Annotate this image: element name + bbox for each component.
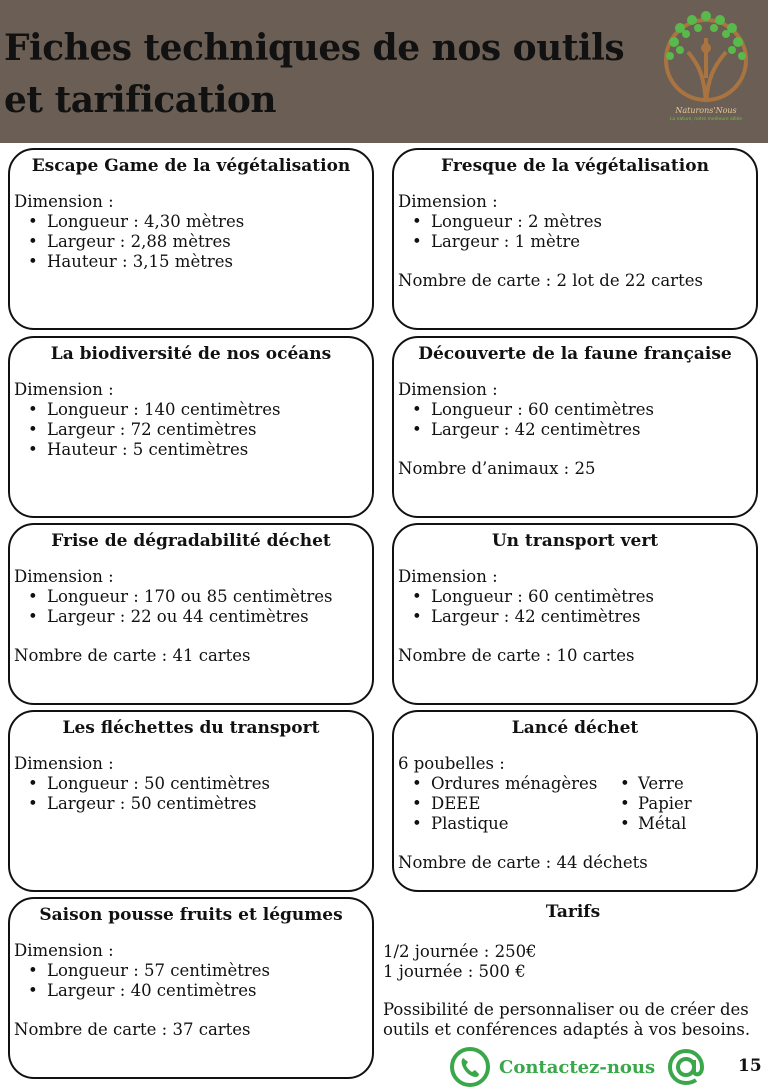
list-item: • Métal (608, 814, 692, 834)
list-item: • Largeur : 22 ou 44 centimètres (14, 607, 368, 627)
dimension-label: Dimension : (14, 192, 114, 211)
card-fresque (392, 148, 758, 330)
card-escape-game (8, 148, 374, 330)
dimension-label: Dimension : (14, 380, 114, 399)
list-item: • Longueur : 140 centimètres (14, 400, 368, 420)
card-biodiversite (8, 336, 374, 518)
list-item: • Largeur : 50 centimètres (14, 794, 368, 814)
list-item: • Longueur : 57 centimètres (14, 961, 368, 981)
card-extra: Nombre d’animaux : 25 (398, 459, 596, 478)
dimension-label: Dimension : (14, 754, 114, 773)
tarifs-note: Possibilité de personnaliser ou de créer des outils et conférences adaptés à vos besoins. (383, 1000, 751, 1039)
list-item: • Hauteur : 5 centimètres (14, 440, 368, 460)
page-header (0, 0, 768, 143)
card-title: Découverte de la faune française (418, 344, 732, 364)
email-at-icon[interactable] (665, 1046, 707, 1088)
dimension-label: Dimension : (14, 941, 114, 960)
dimension-label: Dimension : (398, 192, 498, 211)
dimension-label: Dimension : (14, 567, 114, 586)
list-item: • Longueur : 4,30 mètres (14, 212, 368, 232)
tarifs-title: Tarifs (545, 902, 601, 922)
logo-name: Naturons'Nous (675, 106, 737, 115)
list-item: • Hauteur : 3,15 mètres (14, 252, 368, 272)
card-faune (392, 336, 758, 518)
card-title: Les fléchettes du transport (62, 718, 320, 738)
card-saison (8, 897, 374, 1079)
list-item: • Largeur : 1 mètre (398, 232, 752, 252)
card-title: Fresque de la végétalisation (441, 156, 709, 176)
card-title: Frise de dégradabilité déchet (51, 531, 331, 551)
list-item: • Longueur : 60 centimètres (398, 400, 752, 420)
list-item: • Largeur : 42 centimètres (398, 607, 752, 627)
full-day-price: 1 journée : 500 € (383, 962, 526, 981)
dimension-label: Dimension : (398, 380, 498, 399)
list-item: • DEEE (398, 794, 608, 814)
list-item: • Papier (608, 794, 692, 814)
card-extra: Nombre de carte : 41 cartes (14, 646, 251, 665)
card-transport-vert (392, 523, 758, 705)
card-title: Escape Game de la végétalisation (31, 156, 351, 176)
list-item: • Ordures ménagères (398, 774, 608, 794)
list-item: • Longueur : 50 centimètres (14, 774, 368, 794)
list-item: • Largeur : 40 centimètres (14, 981, 368, 1001)
contact-link[interactable]: Contactez-nous (499, 1056, 656, 1078)
list-item: • Longueur : 2 mètres (398, 212, 752, 232)
card-frise (8, 523, 374, 705)
card-title: Un transport vert (491, 531, 659, 551)
card-extra: Nombre de carte : 44 déchets (398, 853, 648, 872)
page-number: 15 (738, 1056, 762, 1076)
dimension-label: Dimension : (398, 567, 498, 586)
list-item: • Plastique (398, 814, 608, 834)
card-title: Saison pousse fruits et légumes (39, 905, 343, 925)
list-item: • Verre (608, 774, 692, 794)
list-item: • Longueur : 170 ou 85 centimètres (14, 587, 368, 607)
card-extra: Nombre de carte : 37 cartes (14, 1020, 251, 1039)
card-lance-dechet (392, 710, 758, 892)
card-extra: Nombre de carte : 10 cartes (398, 646, 635, 665)
logo-tagline: La nature, notre meilleure alliée (669, 117, 743, 122)
list-item: • Largeur : 72 centimètres (14, 420, 368, 440)
list-item: • Longueur : 60 centimètres (398, 587, 752, 607)
tarifs-section (383, 900, 763, 1040)
card-title: Lancé déchet (511, 718, 639, 738)
bins-label: 6 poubelles : (398, 754, 505, 773)
contact-bar[interactable] (449, 1046, 707, 1088)
list-item: • Largeur : 2,88 mètres (14, 232, 368, 252)
list-item: • Largeur : 42 centimètres (398, 420, 752, 440)
card-extra: Nombre de carte : 2 lot de 22 cartes (398, 271, 703, 290)
card-flechettes (8, 710, 374, 892)
half-day-price: 1/2 journée : 250€ (383, 942, 537, 961)
phone-icon[interactable] (449, 1046, 491, 1088)
card-title: La biodiversité de nos océans (50, 344, 332, 364)
page-title: Fiches techniques de nos outils et tarification (4, 27, 625, 121)
